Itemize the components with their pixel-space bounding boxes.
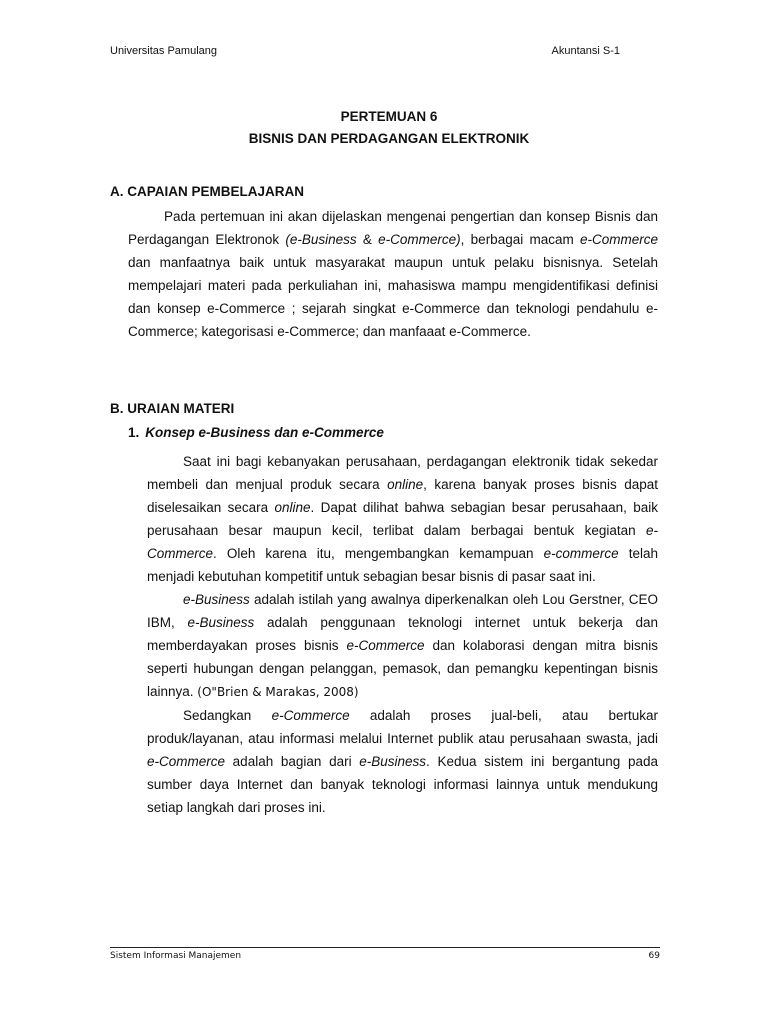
page-number: 69 bbox=[648, 951, 660, 961]
citation: (O"Brien & Marakas, 2008) bbox=[197, 685, 359, 699]
italic-term: online bbox=[274, 500, 311, 515]
text-run: . Dapat dilihat bahwa sebagian besar perusahaan, baik perusahaan besar maupun kecil, terlibat dalam berbagai bentuk kegiatan bbox=[147, 500, 658, 538]
section-b-heading: B. URAIAN MATERI bbox=[110, 401, 235, 416]
header-program: Akuntansi S-1 bbox=[551, 45, 620, 57]
text-run: & bbox=[356, 232, 379, 247]
section-a-heading: A. CAPAIAN PEMBELAJARAN bbox=[110, 184, 305, 199]
page-header bbox=[110, 45, 620, 57]
text-run: dan manfaatnya baik untuk masyarakat maupun untuk pelaku bisnisnya. Setelah mempelajari materi pada perkuliahan ini, mahasiswa mampu mengidentifikasi definisi dan konsep e-Commerce ; sejarah singkat e-Commerce dan teknologi pendahulu e-Commerce; kategorisasi e-Commerce; dan manfaaat e-Commerce. bbox=[128, 255, 658, 339]
chapter-title bbox=[0, 106, 768, 150]
footer-divider bbox=[110, 947, 660, 948]
text-run: . Oleh karena itu, mengembangkan kemampuan bbox=[213, 546, 544, 561]
paragraph-ecommerce-intro bbox=[147, 450, 658, 588]
page-footer bbox=[110, 951, 660, 961]
footer-course: Sistem Informasi Manajemen bbox=[110, 951, 242, 961]
section-b-body bbox=[147, 450, 658, 819]
text-run: , berbagai macam bbox=[460, 232, 580, 247]
italic-term: e-Commerce bbox=[147, 754, 226, 769]
italic-term: e-Commerce) bbox=[378, 232, 461, 247]
italic-term: online bbox=[387, 477, 424, 492]
text-run: adalah penggunaan teknologi internet untuk bekerja dan memberdayakan proses bisnis bbox=[147, 615, 658, 653]
text-run: . Kedua sistem ini bergantung pada sumber daya Internet dan banyak teknologi informasi lainnya untuk mendukung setiap langkah dari proses ini. bbox=[147, 754, 658, 815]
section-a-body bbox=[128, 205, 658, 343]
italic-term: e-Commerce bbox=[271, 708, 350, 723]
chapter-name: BISNIS DAN PERDAGANGAN ELEKTRONIK bbox=[248, 131, 530, 146]
text-run: , karena banyak proses bisnis dapat diselesaikan secara bbox=[147, 477, 658, 515]
chapter-number: PERTEMUAN 6 bbox=[340, 109, 438, 124]
header-institution: Universitas Pamulang bbox=[110, 45, 217, 57]
text-run: Saat ini bagi kebanyakan perusahaan, perdagangan elektronik tidak sekedar membeli dan menjual produk secara bbox=[147, 454, 658, 492]
italic-term: e-Business bbox=[359, 754, 427, 769]
subsection-title: Konsep e-Business dan e-Commerce bbox=[145, 425, 384, 440]
text-run: adalah bagian dari bbox=[225, 754, 360, 769]
subsection-number: 1. bbox=[128, 425, 140, 440]
text-run: telah menjadi kebutuhan kompetitif untuk sebagian besar bisnis di pasar saat ini. bbox=[147, 546, 659, 584]
italic-term: e-Commerce bbox=[147, 523, 658, 561]
italic-term: e-Business bbox=[187, 615, 255, 630]
text-run: dan kolaborasi dengan mitra bisnis seperti hubungan dengan pelanggan, pemasok, dan pemangku kepentingan bisnis lainnya. bbox=[147, 638, 658, 699]
section-a-paragraph bbox=[128, 205, 658, 343]
text-run: adalah istilah yang awalnya diperkenalkan oleh Lou Gerstner, CEO IBM, bbox=[147, 592, 658, 630]
text-run: Pada pertemuan ini akan dijelaskan mengenai pengertian dan konsep Bisnis dan Perdagangan Elektronok bbox=[128, 209, 658, 247]
italic-term: e-commerce bbox=[543, 546, 619, 561]
text-run: adalah proses jual-beli, atau bertukar produk/layanan, atau informasi melalui Internet publik atau perusahaan swasta, jadi bbox=[147, 708, 659, 746]
subsection-heading bbox=[128, 425, 384, 440]
italic-term: e-Business bbox=[183, 592, 250, 607]
italic-term: e-Commerce bbox=[579, 232, 658, 247]
text-run: Sedangkan bbox=[183, 708, 272, 723]
paragraph-ecommerce-definition bbox=[147, 704, 658, 819]
paragraph-ebusiness-definition bbox=[147, 588, 658, 704]
italic-term: e-Commerce bbox=[346, 638, 425, 653]
italic-term: (e-Business bbox=[285, 232, 357, 247]
